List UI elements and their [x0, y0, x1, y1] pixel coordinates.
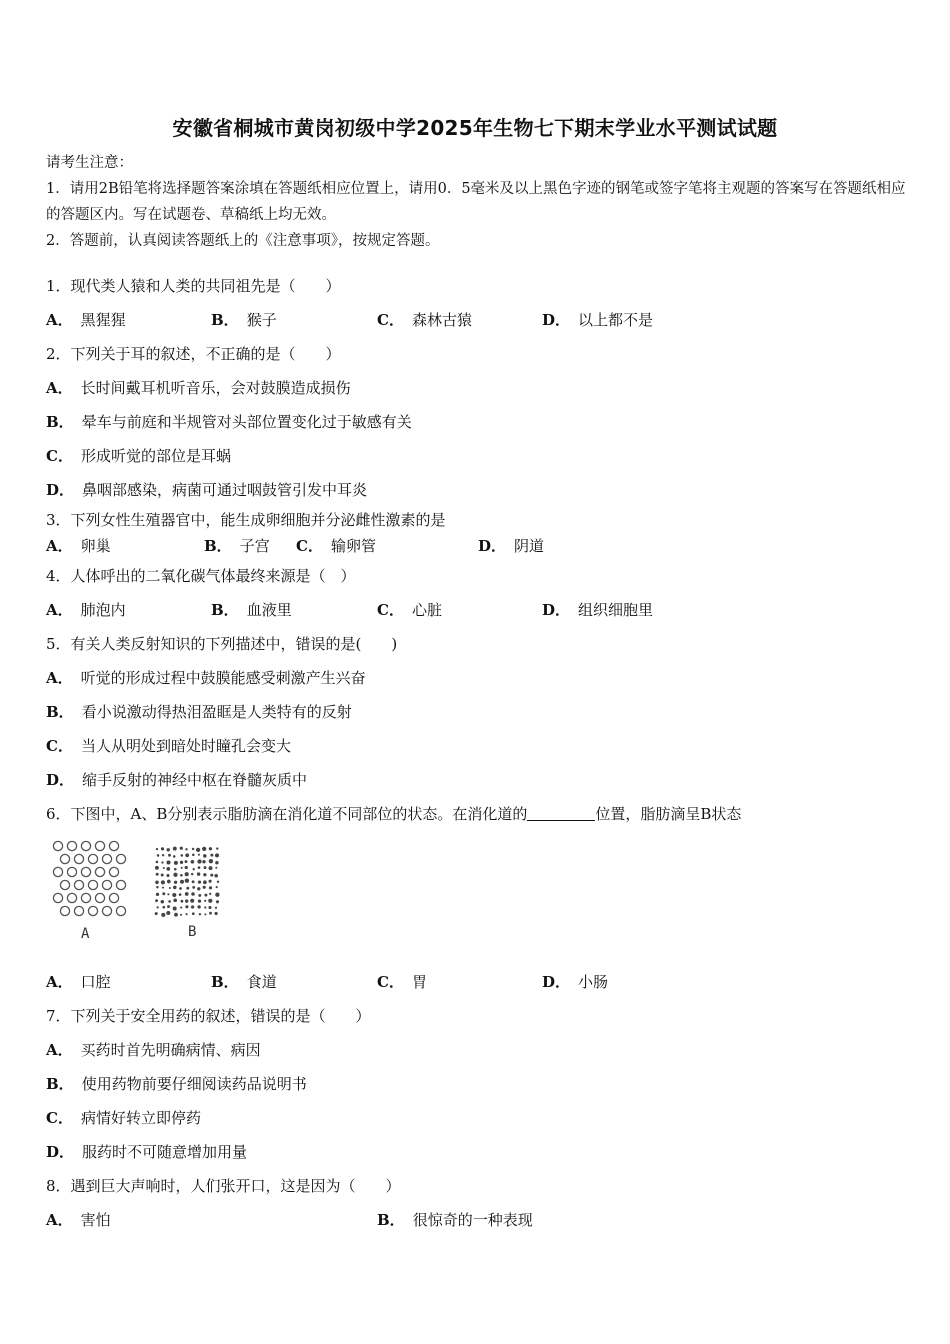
droplet-b: [215, 893, 219, 897]
droplet-b: [204, 894, 207, 897]
droplet-a: [60, 880, 69, 889]
option-text: 长时间戴耳机听音乐，会对鼓膜造成损伤: [80, 379, 351, 397]
droplet-b: [173, 907, 177, 911]
droplet-a: [116, 880, 125, 889]
droplet-b: [157, 854, 160, 857]
question-8-option-a: [46, 1210, 111, 1230]
droplet-b: [193, 868, 195, 870]
droplet-b: [215, 912, 218, 915]
option-key: B．: [204, 537, 232, 555]
droplet-b: [173, 898, 177, 902]
question-1-option-c: [377, 310, 472, 330]
droplet-b: [198, 854, 200, 856]
question-7-option-d: [46, 1142, 247, 1162]
droplet-b: [203, 873, 206, 876]
question-6-option-c: [377, 972, 427, 992]
droplet-b: [192, 880, 195, 883]
droplet-b: [191, 873, 193, 875]
stem-part-2: 位置，脂肪滴呈B状态: [595, 805, 742, 823]
option-text: 心脏: [411, 601, 442, 619]
question-2-option-b: [46, 412, 412, 432]
droplet-b: [215, 861, 218, 864]
droplet-a: [102, 906, 111, 915]
option-key: C．: [377, 973, 404, 991]
question-5-option-b: [46, 702, 352, 722]
option-text: 黑猩猩: [80, 311, 126, 329]
droplet-b: [185, 872, 189, 876]
droplet-b: [185, 905, 188, 908]
question-5-stem: 5．有关人类反射知识的下列描述中，错误的是( ): [46, 635, 398, 653]
droplet-b: [173, 855, 176, 858]
droplet-a: [109, 867, 118, 876]
question-1-stem: 1．现代类人猿和人类的共同祖先是（ ）: [46, 277, 341, 295]
droplet-b: [180, 907, 182, 909]
option-key: B．: [46, 413, 74, 431]
option-key: B．: [46, 703, 74, 721]
droplet-b: [191, 860, 195, 864]
droplet-b: [173, 847, 177, 851]
droplet-a: [60, 906, 69, 915]
droplet-b: [172, 893, 176, 897]
option-text: 组织细胞里: [578, 601, 654, 619]
option-text: 以上都不是: [578, 311, 654, 329]
option-text: 卵巢: [80, 537, 111, 555]
question-6-option-a: [46, 972, 111, 992]
droplet-b: [180, 914, 182, 916]
droplet-b: [156, 861, 159, 864]
option-key: D．: [542, 311, 571, 329]
droplet-b: [198, 866, 201, 869]
question-3-option-c: [296, 536, 376, 556]
option-key: A．: [46, 1211, 73, 1229]
droplet-b: [156, 893, 159, 896]
option-key: C．: [377, 601, 404, 619]
droplet-a: [88, 854, 97, 863]
option-key: A．: [46, 973, 73, 991]
droplet-b: [179, 893, 182, 896]
droplet-b: [162, 887, 164, 889]
droplet-b: [166, 860, 170, 864]
droplet-b: [168, 900, 171, 903]
option-text: 阴道: [514, 537, 545, 555]
question-6-option-d: [542, 972, 608, 992]
droplet-b: [197, 872, 200, 875]
droplet-b: [185, 892, 189, 896]
droplet-b: [215, 853, 219, 857]
droplet-b: [209, 912, 212, 915]
droplet-b: [216, 847, 218, 849]
option-key: C．: [46, 737, 73, 755]
droplet-b: [209, 866, 213, 870]
droplet-b: [185, 879, 189, 883]
option-key: D．: [478, 537, 507, 555]
option-text: 很惊奇的一种表现: [412, 1211, 533, 1229]
droplet-state-b: [155, 847, 220, 917]
droplet-b: [156, 848, 158, 850]
droplet-b: [204, 906, 206, 908]
option-key: A．: [46, 669, 73, 687]
question-1-option-a: [46, 310, 126, 330]
droplet-b: [216, 886, 218, 888]
droplet-a: [67, 841, 76, 850]
droplet-b: [204, 866, 207, 869]
droplet-a: [95, 893, 104, 902]
option-text: 子宫: [239, 537, 270, 555]
droplet-a: [53, 867, 62, 876]
droplet-a: [60, 854, 69, 863]
option-text: 胃: [411, 973, 427, 991]
option-key: A．: [46, 379, 73, 397]
option-text: 小肠: [578, 973, 609, 991]
option-text: 买药时首先明确病情、病因: [80, 1041, 261, 1059]
option-key: A．: [46, 1041, 73, 1059]
option-text: 听觉的形成过程中鼓膜能感受刺激产生兴奋: [80, 669, 366, 687]
droplet-b: [181, 854, 184, 857]
question-5-option-d: [46, 770, 307, 790]
option-text: 形成听觉的部位是耳蜗: [80, 447, 231, 465]
question-1-option-b: [211, 310, 277, 330]
droplet-b: [163, 867, 165, 869]
question-1-option-d: [542, 310, 653, 330]
droplet-b: [185, 860, 188, 863]
droplet-a: [74, 906, 83, 915]
droplet-b: [155, 912, 158, 915]
droplet-b: [180, 861, 183, 864]
droplet-b: [217, 881, 219, 883]
option-text: 血液里: [246, 601, 292, 619]
fat-droplet-figure: [48, 838, 238, 948]
droplet-a: [109, 841, 118, 850]
droplet-b: [185, 853, 189, 857]
droplet-b: [161, 880, 165, 884]
droplet-a: [102, 880, 111, 889]
question-4-stem: 4．人体呼出的二氧化碳气体最终来源是（ ）: [46, 567, 356, 585]
droplet-b: [197, 859, 201, 863]
option-key: C．: [296, 537, 323, 555]
droplet-a: [95, 841, 104, 850]
option-key: D．: [542, 973, 571, 991]
droplet-b: [209, 847, 212, 850]
option-key: B．: [211, 311, 239, 329]
droplet-a: [116, 906, 125, 915]
droplet-b: [161, 847, 164, 850]
droplet-b: [180, 847, 183, 850]
option-key: C．: [46, 1109, 73, 1127]
option-text: 使用药物前要仔细阅读药品说明书: [81, 1075, 307, 1093]
option-key: C．: [377, 311, 404, 329]
droplet-b: [174, 861, 178, 865]
option-text: 服药时不可随意增加用量: [82, 1143, 248, 1161]
option-text: 晕车与前庭和半规管对头部位置变化过于敏感有关: [81, 413, 412, 431]
droplet-b: [166, 911, 170, 915]
option-key: B．: [211, 973, 239, 991]
question-2-option-d: [46, 480, 367, 500]
option-text: 当人从明处到暗处时瞳孔会变大: [80, 737, 291, 755]
option-key: C．: [46, 447, 73, 465]
droplet-a: [67, 867, 76, 876]
droplet-b: [203, 886, 206, 889]
droplet-b: [167, 905, 170, 908]
droplet-state-a: [53, 841, 125, 915]
option-text: 看小说激动得热泪盈眶是人类特有的反射: [81, 703, 352, 721]
question-7-option-a: [46, 1040, 261, 1060]
question-4-option-a: [46, 600, 126, 620]
droplet-b: [161, 913, 165, 917]
droplet-b: [161, 900, 164, 903]
option-text: 害怕: [80, 1211, 111, 1229]
droplet-b: [196, 848, 200, 852]
droplet-b: [156, 886, 158, 888]
droplet-b: [204, 900, 206, 902]
option-key: B．: [377, 1211, 405, 1229]
question-4-option-d: [542, 600, 653, 620]
option-text: 猴子: [246, 311, 277, 329]
droplet-b: [192, 848, 194, 850]
droplet-a: [53, 841, 62, 850]
option-key: A．: [46, 601, 73, 619]
question-5-option-a: [46, 668, 366, 688]
notice-item-2: 2．答题前，认真阅读答题纸上的《注意事项》，按规定答题。: [46, 233, 440, 249]
droplet-b: [192, 886, 195, 889]
droplet-a: [88, 880, 97, 889]
question-6-stem: [46, 804, 741, 824]
droplet-a: [53, 893, 62, 902]
droplet-a: [95, 867, 104, 876]
droplet-b: [210, 874, 213, 877]
droplet-a: [74, 880, 83, 889]
figure-label-b: B: [188, 924, 197, 940]
notice-heading: 请考生注意：: [46, 155, 133, 171]
droplet-b: [161, 861, 163, 863]
droplet-a: [81, 841, 90, 850]
droplet-b: [186, 887, 189, 890]
option-key: B．: [46, 1075, 74, 1093]
droplet-b: [202, 860, 205, 863]
question-6-option-b: [211, 972, 277, 992]
option-text: 森林古猿: [411, 311, 472, 329]
droplet-b: [157, 906, 159, 908]
question-7-option-c: [46, 1108, 201, 1128]
droplet-b: [185, 848, 187, 850]
droplet-b: [185, 899, 188, 902]
droplet-a: [81, 893, 90, 902]
droplet-b: [174, 881, 177, 884]
droplet-b: [166, 867, 170, 871]
answer-blank: [527, 806, 595, 821]
droplet-b: [209, 886, 212, 889]
question-4-option-c: [377, 600, 442, 620]
option-key: B．: [211, 601, 239, 619]
droplet-a: [81, 867, 90, 876]
droplet-b: [208, 906, 211, 909]
droplet-b: [180, 874, 183, 877]
droplet-b: [210, 854, 213, 857]
option-text: 鼻咽部感染，病菌可通过咽鼓管引发中耳炎: [82, 481, 368, 499]
droplet-a: [102, 854, 111, 863]
droplet-b: [174, 868, 177, 871]
droplet-b: [192, 854, 195, 857]
droplet-b: [215, 867, 217, 869]
droplet-b: [155, 880, 159, 884]
droplet-b: [199, 913, 201, 915]
droplet-a: [67, 893, 76, 902]
option-text: 病情好转立即停药: [80, 1109, 201, 1127]
droplet-b: [180, 880, 184, 884]
droplet-b: [202, 847, 206, 851]
droplet-b: [166, 848, 169, 851]
droplet-b: [155, 866, 159, 870]
question-3-option-a: [46, 536, 111, 556]
droplet-b: [185, 866, 188, 869]
droplet-b: [179, 887, 182, 890]
droplet-b: [203, 880, 207, 884]
droplet-b: [173, 873, 177, 877]
droplet-b: [214, 874, 218, 878]
question-3-stem: 3．下列女性生殖器官中，能生成卵细胞并分泌雌性激素的是: [46, 511, 446, 529]
droplet-b: [209, 859, 213, 863]
question-4-option-b: [211, 600, 292, 620]
droplet-b: [209, 880, 212, 883]
option-key: D．: [542, 601, 571, 619]
droplet-b: [161, 874, 164, 877]
option-text: 缩手反射的神经中枢在脊髓灰质中: [82, 771, 308, 789]
option-key: A．: [46, 537, 73, 555]
question-7-option-b: [46, 1074, 307, 1094]
droplet-b: [166, 874, 169, 877]
droplet-a: [74, 854, 83, 863]
option-key: D．: [46, 1143, 75, 1161]
droplet-b: [191, 892, 195, 896]
page-title: 安徽省桐城市黄岗初级中学2025年生物七下期末学业水平测试试题: [172, 116, 778, 140]
droplet-a: [116, 854, 125, 863]
option-text: 食道: [246, 973, 277, 991]
figure-label-a: A: [81, 926, 90, 942]
droplet-b: [190, 899, 194, 903]
notice-block: [46, 150, 906, 254]
droplet-b: [163, 906, 166, 909]
droplet-b: [181, 867, 183, 869]
droplet-b: [198, 894, 201, 897]
question-8-option-b: [377, 1210, 533, 1230]
option-text: 肺泡内: [80, 601, 126, 619]
droplet-b: [215, 907, 217, 909]
question-7-stem: 7．下列关于安全用药的叙述，错误的是（ ）: [46, 1007, 371, 1025]
option-text: 输卵管: [330, 537, 376, 555]
option-text: 口腔: [80, 973, 111, 991]
notice-item-1: 1．请用2B铅笔将选择题答案涂填在答题纸相应位置上，请用0．5毫米及以上黑色字迹的钢笔或签字笔将主观题的答案写在答题纸相应的答题区内。写在试题卷、草稿纸上均无效。: [46, 181, 906, 223]
droplet-b: [181, 900, 184, 903]
fat-droplet-diagram: [48, 838, 238, 920]
droplet-b: [208, 899, 212, 903]
question-3-option-d: [478, 536, 544, 556]
droplet-b: [173, 886, 177, 890]
droplet-b: [167, 880, 171, 884]
droplet-b: [203, 854, 207, 858]
option-key: D．: [46, 481, 75, 499]
stem-part-1: 6．下图中，A、B分别表示脂肪滴在消化道不同部位的状态。在消化道的: [46, 805, 528, 823]
droplet-b: [186, 913, 188, 915]
droplet-b: [167, 893, 169, 895]
question-2-option-a: [46, 378, 351, 398]
droplet-b: [168, 854, 171, 857]
question-3-option-b: [204, 536, 270, 556]
droplet-b: [155, 899, 158, 902]
droplet-b: [198, 881, 201, 884]
droplet-b: [209, 893, 211, 895]
droplet-b: [169, 887, 171, 889]
droplet-b: [174, 913, 178, 917]
droplet-a: [88, 906, 97, 915]
droplet-b: [197, 887, 200, 890]
question-2-stem: 2．下列关于耳的叙述，不正确的是（ ）: [46, 345, 341, 363]
droplet-b: [198, 899, 201, 902]
droplet-b: [162, 854, 164, 856]
question-2-option-c: [46, 446, 231, 466]
droplet-b: [197, 905, 200, 908]
droplet-b: [162, 892, 165, 895]
droplet-a: [109, 893, 118, 902]
question-5-option-c: [46, 736, 291, 756]
droplet-b: [204, 913, 206, 915]
option-key: D．: [46, 771, 75, 789]
question-8-stem: 8．遇到巨大声响时，人们张开口，这是因为（ ）: [46, 1177, 401, 1195]
droplet-b: [216, 900, 219, 903]
droplet-b: [191, 905, 194, 908]
droplet-b: [156, 873, 159, 876]
option-key: A．: [46, 311, 73, 329]
droplet-b: [192, 912, 195, 915]
